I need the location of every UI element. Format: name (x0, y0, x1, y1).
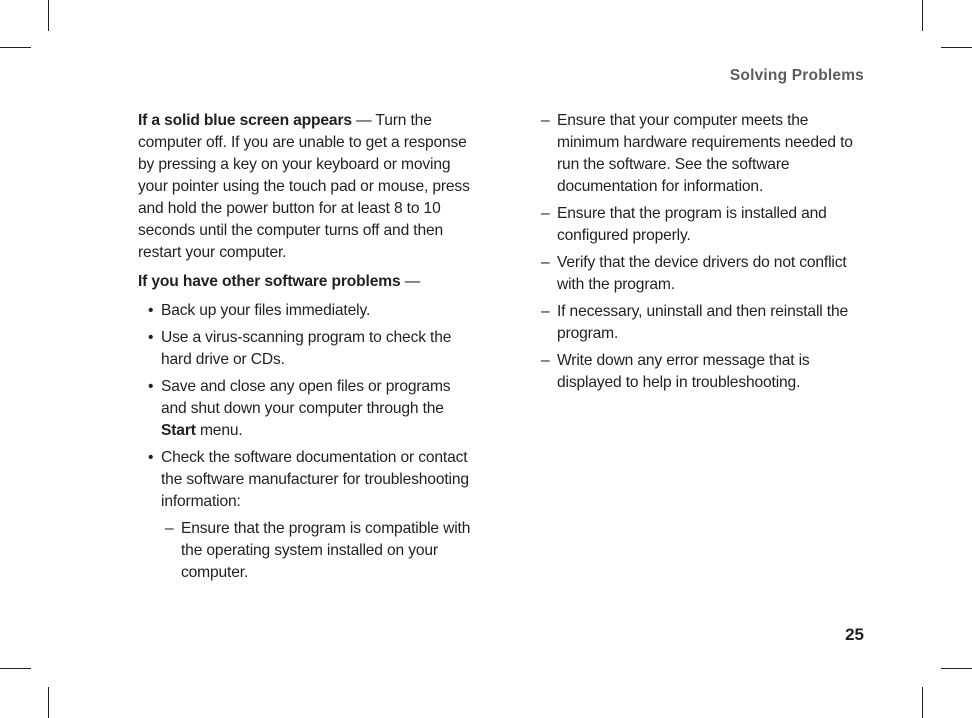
dash-text: Ensure that the program is installed and configured properly. (557, 205, 827, 244)
dash-text: Ensure that the program is compatible with the operating system installed on your computer. (181, 520, 471, 581)
crop-mark-top-right-vertical (922, 0, 923, 31)
list-item (138, 300, 478, 322)
blue-screen-body: — Turn the computer off. If you are unable to get a response by pressing a key on your keyboard or moving your pointer using the touch pad or mouse, press and hold the power button for at least 8 to 10 seconds until the computer turns off and then restart your computer. (138, 112, 470, 261)
dash-mark: – (541, 112, 550, 129)
sub-dash-list (161, 518, 478, 584)
crop-mark-bottom-right-vertical (922, 687, 923, 718)
bullet-text: Save and close any open files or programs and shut down your computer through the (161, 378, 451, 417)
dash-text: Write down any error message that is displayed to help in troubleshooting. (557, 352, 810, 391)
bullet-text: menu. (195, 422, 243, 439)
list-item (138, 447, 478, 584)
crop-mark-top-left-horizontal (0, 47, 31, 48)
section-header: Solving Problems (729, 67, 864, 84)
bullet-mark: • (148, 302, 154, 319)
bullet-text: Use a virus-scanning program to check the hard drive or CDs. (161, 329, 452, 368)
bullet-mark: • (148, 378, 154, 395)
bullet-mark: • (148, 329, 154, 346)
blue-screen-lead: If a solid blue screen appears (138, 112, 352, 129)
crop-mark-bottom-right-horizontal (941, 668, 972, 669)
list-item (539, 203, 869, 247)
dash-mark: – (541, 352, 550, 369)
software-check-list (539, 110, 869, 394)
crop-mark-bottom-left-horizontal (0, 668, 31, 669)
dash-mark: – (541, 205, 550, 222)
crop-mark-bottom-left-vertical (48, 687, 49, 718)
dash-mark: – (165, 520, 174, 537)
left-column (138, 110, 478, 589)
other-software-dash: — (400, 273, 421, 290)
dash-mark: – (541, 303, 550, 320)
dash-mark: – (541, 254, 550, 271)
crop-mark-top-left-vertical (48, 0, 49, 31)
list-item (539, 110, 869, 198)
list-item (539, 301, 869, 345)
crop-mark-top-right-horizontal (941, 47, 972, 48)
other-software-heading (138, 271, 478, 293)
software-problem-list (138, 300, 478, 584)
list-item (138, 376, 478, 442)
list-item (138, 327, 478, 371)
list-item (539, 350, 869, 394)
bullet-text: Check the software documentation or contact the software manufacturer for troubleshooting information: (161, 449, 469, 510)
blue-screen-paragraph (138, 110, 478, 264)
list-item (539, 252, 869, 296)
dash-text: If necessary, uninstall and then reinstall the program. (557, 303, 848, 342)
bullet-mark: • (148, 449, 154, 466)
dash-text: Verify that the device drivers do not conflict with the program. (557, 254, 847, 293)
right-column (539, 110, 869, 399)
start-menu-label: Start (161, 422, 196, 439)
list-item (161, 518, 478, 584)
page-number: 25 (845, 625, 864, 644)
bullet-text: Back up your files immediately. (161, 302, 371, 319)
dash-text: Ensure that your computer meets the minimum hardware requirements needed to run the software. See the software documentation for information. (557, 112, 853, 195)
other-software-lead: If you have other software problems (138, 273, 401, 290)
